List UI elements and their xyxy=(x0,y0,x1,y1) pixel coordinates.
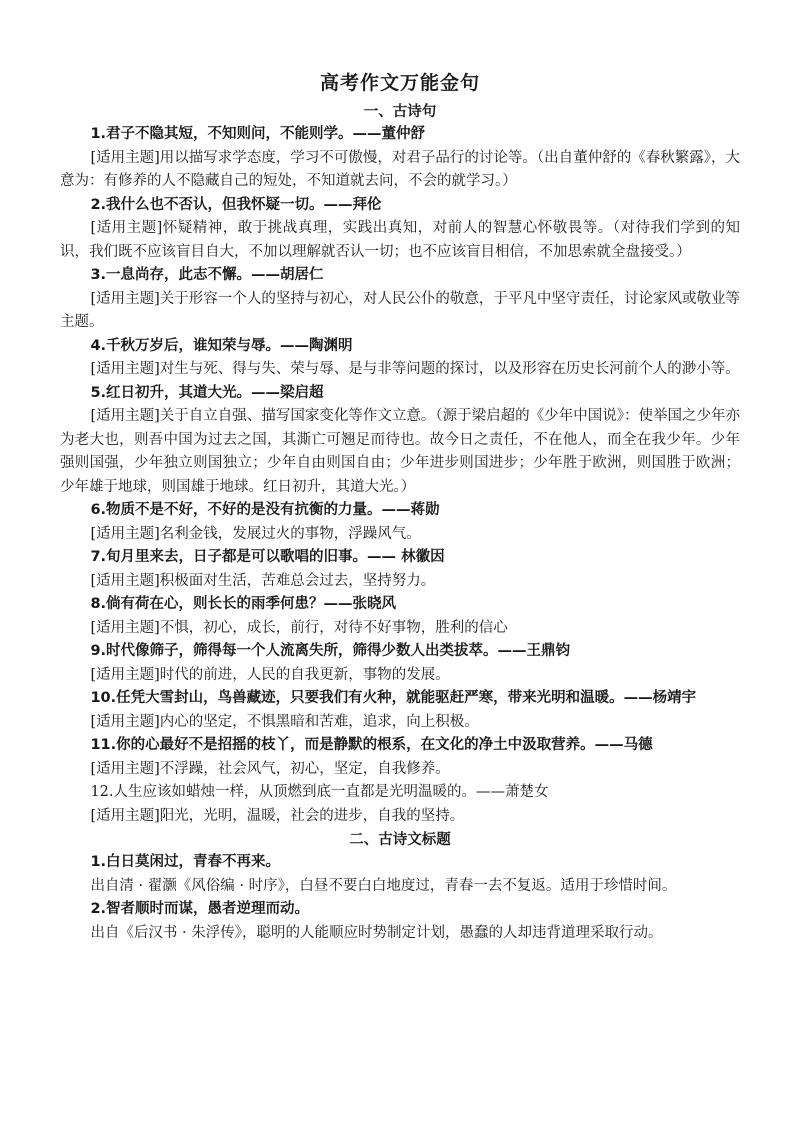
theme-text: [适用主题]不浮躁，社会风气，初心，坚定，自我修养。 xyxy=(90,760,450,777)
theme-text: [适用主题]阳光，光明，温暖，社会的进步，自我的坚持。 xyxy=(90,807,465,824)
quote-item: 5.红日初升，其道大光。——梁启超 xyxy=(90,384,324,401)
source-text: 出自《后汉书 · 朱浮传》，聪明的人能顺应时势制定计划，愚蠢的人却违背道理采取行动。 xyxy=(90,924,663,941)
quote-item: 2.智者顺时而谋，愚者逆理而动。 xyxy=(90,901,310,917)
quote-item: 10.任凭大雪封山，鸟兽藏迹，只要我们有火种，就能驱赶严寒，带来光明和温暖。——杨靖宇 xyxy=(90,690,697,706)
source-text: 出自清 · 翟灏《风俗编 · 时序》，白昼不要白白地度过，青春一去不复返。适用于珍惜时间。 xyxy=(90,877,677,894)
section-heading-classical-verses: 一、古诗句 xyxy=(363,103,437,120)
quote-item: 1.白日莫闲过，青春不再来。 xyxy=(90,854,281,870)
theme-text: [适用主题]用以描写求学态度，学习不可傲慢，对君子品行的讨论等。（出自董仲舒的《春秋繁露》，大意为：有修养的人不隐藏自己的短处，不知道就去问，不会的就学习。） xyxy=(60,149,740,189)
quote-item: 4.千秋万岁后，谁知荣与辱。——陶渊明 xyxy=(90,337,353,354)
quote-item: 3.一息尚存，此志不懈。——胡居仁 xyxy=(90,267,324,283)
quote-item: 7.旬月里来去，日子都是可以歌唱的旧事。—— 林徽因 xyxy=(90,549,445,565)
theme-text: [适用主题]怀疑精神，敢于挑战真理，实践出真知，对前人的智慧心怀敬畏等。（对待我们学到的知识，我们既不应该盲目自大，不加以理解就否认一切；也不应该盲目相信，不加思索就全盘接受。） xyxy=(60,220,740,260)
quote-item: 9.时代像筛子，筛得每一个人流离失所，筛得少数人出类拔萃。——王鼎钧 xyxy=(90,643,571,659)
section-heading-classical-titles: 二、古诗文标题 xyxy=(349,831,451,848)
quote-item: 8.倘有荷在心，则长长的雨季何患？——张晓风 xyxy=(90,596,397,612)
quote-item: 2.我什么也不否认，但我怀疑一切。——拜伦 xyxy=(90,196,382,213)
document-page xyxy=(60,68,740,945)
theme-text: [适用主题]对生与死、得与失、荣与辱、是与非等问题的探讨，以及形容在历史长河前个人的渺小等。 xyxy=(90,361,740,377)
theme-text: [适用主题]不惧，初心，成长，前行，对待不好事物，胜利的信心 xyxy=(90,619,508,636)
quote-item: 6.物质不是不好，不好的是没有抗衡的力量。——蒋勋 xyxy=(90,502,440,518)
quote-item: 1.君子不隐其短，不知则问，不能则学。——董仲舒 xyxy=(90,126,426,142)
theme-text: [适用主题]内心的坚定，不惧黑暗和苦难，追求，向上积极。 xyxy=(90,713,479,730)
document-title: 高考作文万能金句 xyxy=(319,72,480,94)
theme-text: [适用主题]积极面对生活，苦难总会过去，坚持努力。 xyxy=(90,572,436,589)
quote-item: 12.人生应该如蜡烛一样，从顶燃到底一直都是光明温暖的。——萧楚女 xyxy=(90,784,549,800)
theme-text: [适用主题]时代的前进，人民的自我更新，事物的发展。 xyxy=(90,666,450,683)
quote-item: 11.你的心最好不是招摇的枝丫，而是静默的根系，在文化的净土中汲取营养。——马德 xyxy=(90,737,653,753)
theme-text: [适用主题]关于自立自强、描写国家变化等作文立意。（源于梁启超的《少年中国说》：使举国之少年亦为老大也，则吾中国为过去之国，其澌亡可翘足而待也。故今日之责任，不在他人，而全在我少年。少年强则国强，少年独立则国独立；少年自由则国自由；少年进步则国进步；少年胜于欧洲，则国胜于欧洲；少年雄于地球，则国雄于地球。红日初升，其道大光。） xyxy=(60,408,740,495)
theme-text: [适用主题]名利金钱，发展过火的事物，浮躁风气。 xyxy=(90,525,421,542)
theme-text: [适用主题]关于形容一个人的坚持与初心，对人民公仆的敬意，于平凡中坚守责任，讨论家风或敬业等主题。 xyxy=(60,290,740,330)
